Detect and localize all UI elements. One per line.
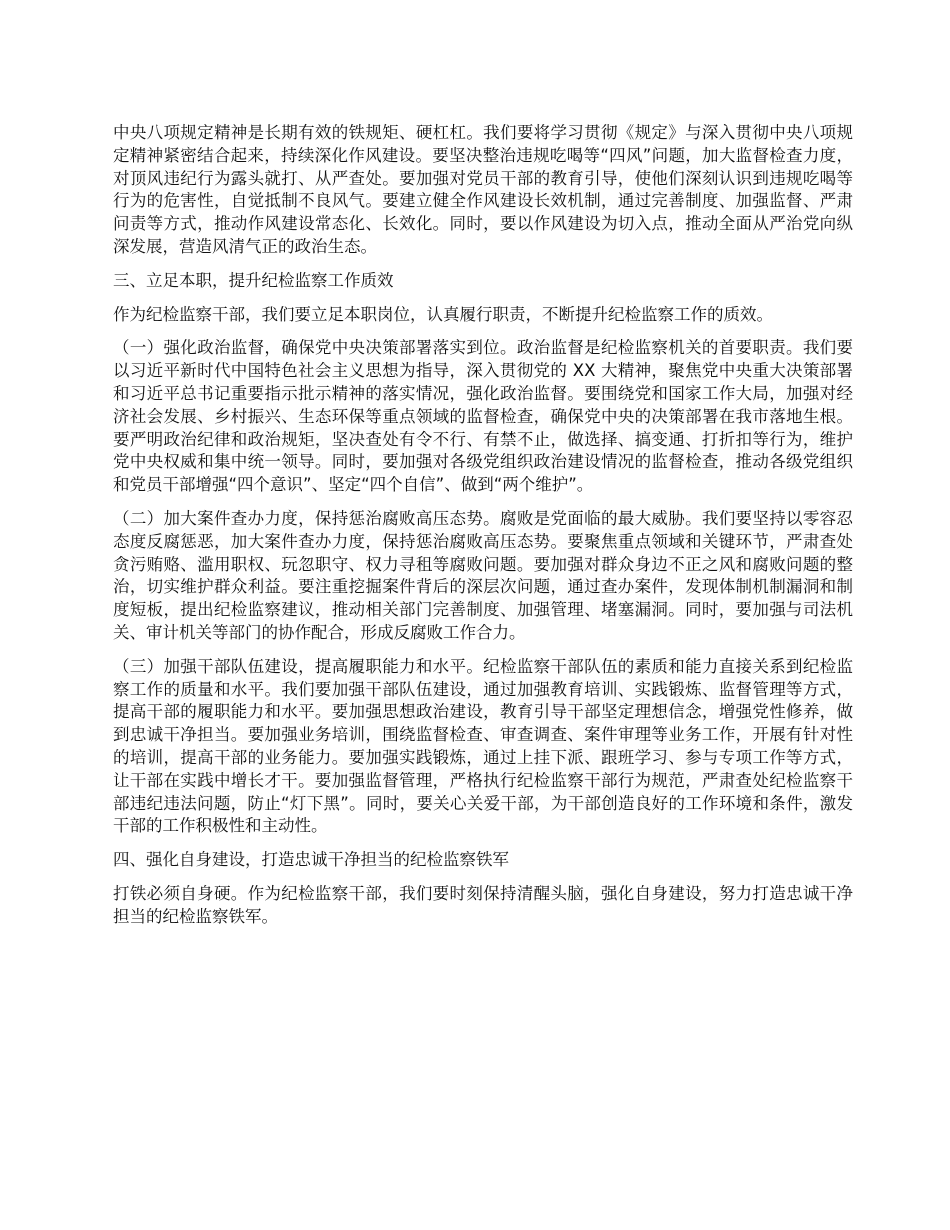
- paragraph-section-4-intro: 打铁必须自身硬。作为纪检监察干部，我们要时刻保持清醒头脑，强化自身建设，努力打造忠诚干净担当的纪检监察铁军。: [113, 883, 853, 926]
- section-heading-3: 三、立足本职，提升纪检监察工作质效: [113, 270, 394, 290]
- paragraph-political-supervision: （一）强化政治监督，确保党中央决策部署落实到位。政治监督是纪检监察机关的首要职责。我们要以习近平新时代中国特色社会主义思想为指导，深入贯彻党的 XX 大精神，聚焦党中央重大决策部署和习近平总书记重要指示批示精神的落实情况，强化政治监督。要围绕党和国家工作大局，加强对经济社会发展、乡村振兴、生态环保等重点领域的监督检查，确保党中央的决策部署在我市落地生根。要严明政治纪律和政治规矩，坚决查处有令不行、有禁不止，做选择、搞变通、打折扣等行为，维护党中央权威和集中统一领导。同时，要加强对各级党组织政治建设情况的监督检查，推动各级党组织和党员干部增强“四个意识”、坚定“四个自信”、做到“两个维护”。: [113, 338, 853, 495]
- paragraph-team-building: （三）加强干部队伍建设，提高履职能力和水平。纪检监察干部队伍的素质和能力直接关系到纪检监察工作的质量和水平。我们要加强干部队伍建设，通过加强教育培训、实践锻炼、监督管理等方式，提高干部的履职能力和水平。要加强思想政治建设，教育引导干部坚定理想信念，增强党性修养，做到忠诚干净担当。要加强业务培训，围绕监督检查、审查调查、案件审理等业务工作，开展有针对性的培训，提高干部的业务能力。要加强实践锻炼，通过上挂下派、跟班学习、参与专项工作等方式，让干部在实践中增长才干。要加强监督管理，严格执行纪检监察干部行为规范，严肃查处纪检监察干部违纪违法问题，防止“灯下黑”。同时，要关心关爱干部，为干部创造良好的工作环境和条件，激发干部的工作积极性和主动性。: [113, 656, 853, 836]
- paragraph-section-3-intro: 作为纪检监察干部，我们要立足本职岗位，认真履行职责，不断提升纪检监察工作的质效。: [113, 304, 773, 324]
- section-heading-4: 四、强化自身建设，打造忠诚干净担当的纪检监察铁军: [113, 850, 509, 870]
- document-body: [113, 122, 853, 940]
- paragraph-style-building: 中央八项规定精神是长期有效的铁规矩、硬杠杠。我们要将学习贯彻《规定》与深入贯彻中央八项规定精神紧密结合起来，持续深化作风建设。要坚决整治违规吃喝等“四风”问题，加大监督检查力度，对顶风违纪行为露头就打、从严查处。要加强对党员干部的教育引导，使他们深刻认识到违规吃喝等行为的危害性，自觉抵制不良风气。要建立健全作风建设长效机制，通过完善制度、加强监督、严肃问责等方式，推动作风建设常态化、长效化。同时，要以作风建设为切入点，推动全面从严治党向纵深发展，营造风清气正的政治生态。: [113, 123, 853, 256]
- paragraph-case-handling: （二）加大案件查办力度，保持惩治腐败高压态势。腐败是党面临的最大威胁。我们要坚持以零容忍态度反腐惩恶，加大案件查办力度，保持惩治腐败高压态势。要聚焦重点领域和关键环节，严肃查处贪污贿赂、滥用职权、玩忽职守、权力寻租等腐败问题。要加强对群众身边不正之风和腐败问题的整治，切实维护群众利益。要注重挖掘案件背后的深层次问题，通过查办案件，发现体制机制漏洞和制度短板，提出纪检监察建议，推动相关部门完善制度、加强管理、堵塞漏洞。同时，要加强与司法机关、审计机关等部门的协作配合，形成反腐败工作合力。: [113, 508, 853, 642]
